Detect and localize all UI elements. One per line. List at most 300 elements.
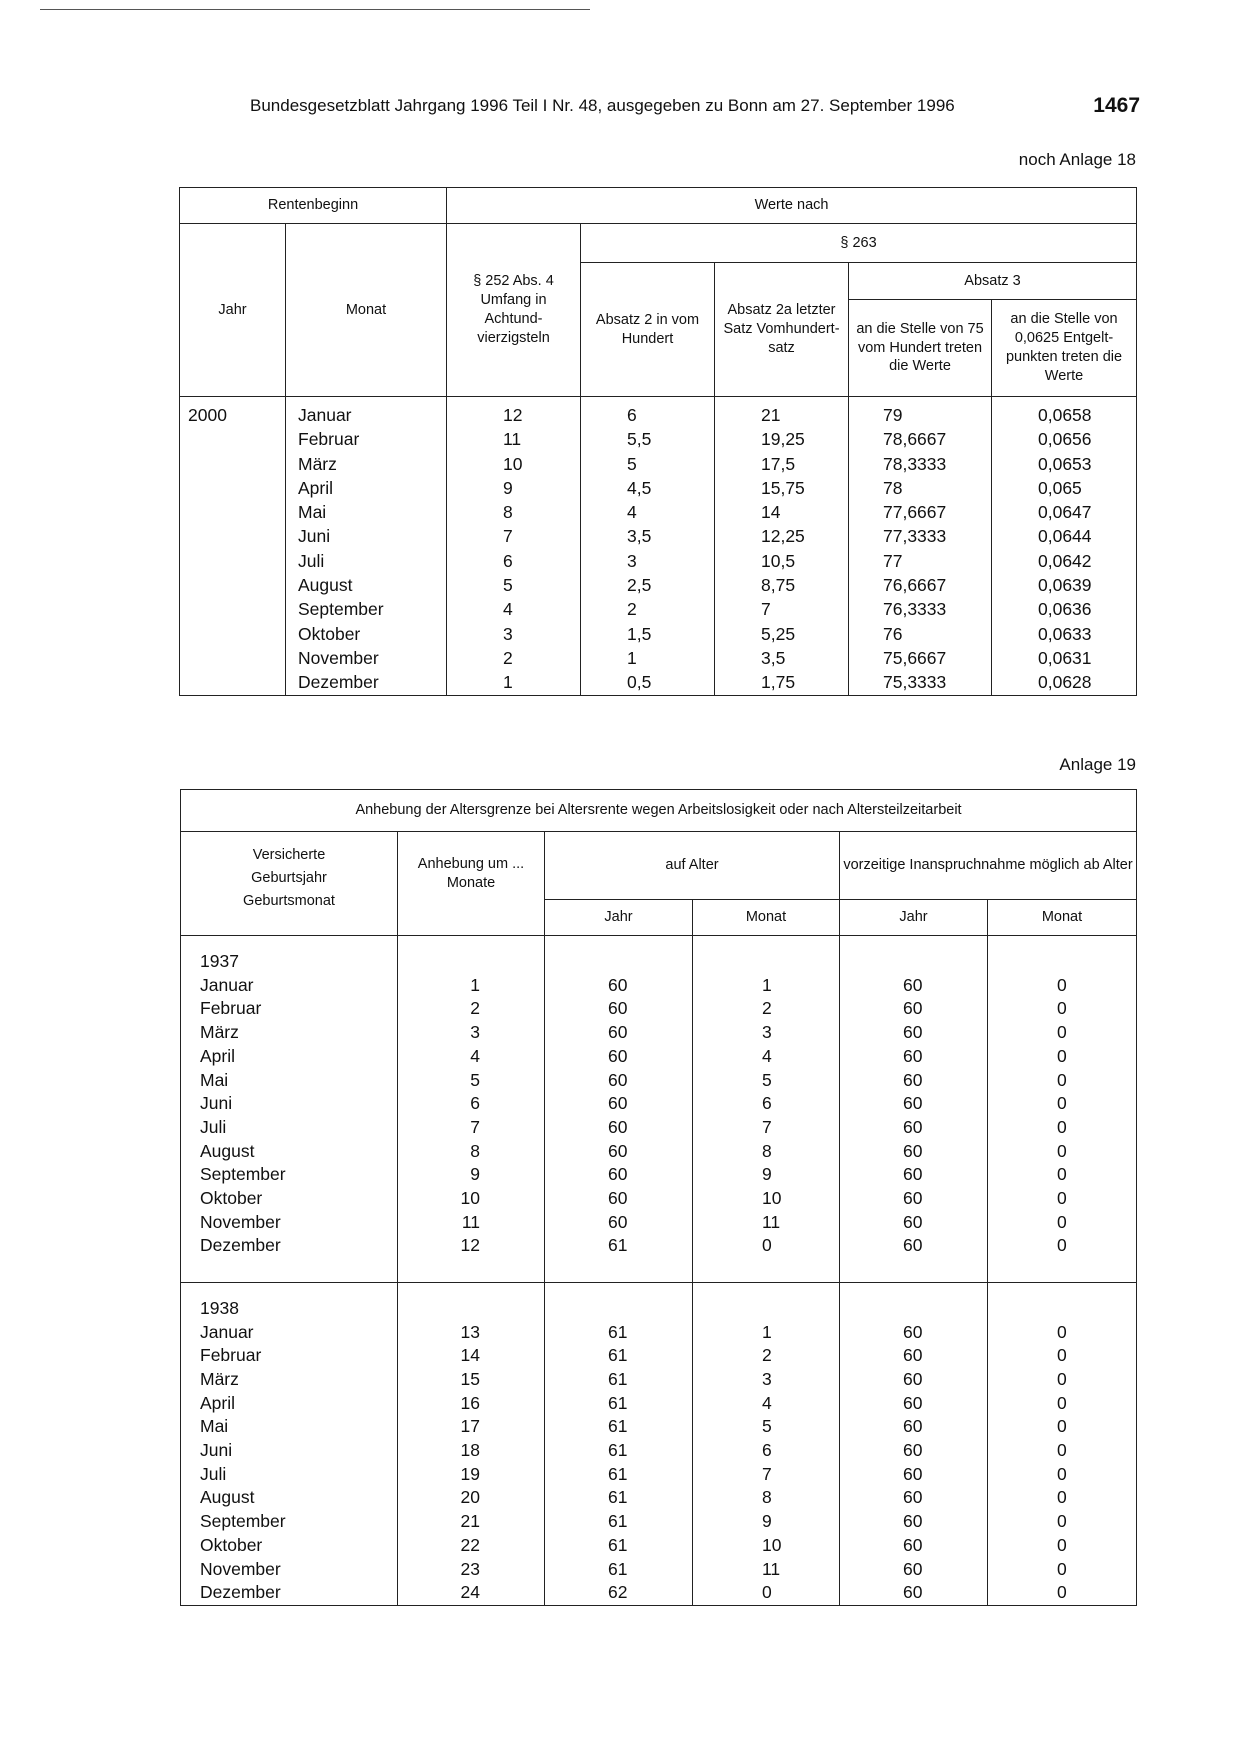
vorzeitig-monat-cell: 0 — [988, 1510, 1137, 1534]
alter-jahr-cell: 61 — [545, 1368, 693, 1392]
p252-cell: 1 — [447, 670, 581, 695]
year-cell — [180, 622, 286, 646]
absatz2a-cell: 12,25 — [715, 524, 849, 548]
birth-month-cell: Juli — [181, 1463, 398, 1487]
anhebung-cell: 7 — [398, 1116, 545, 1140]
year-cell — [180, 476, 286, 500]
vorzeitig-monat-cell: 0 — [988, 1211, 1137, 1235]
table-row — [180, 622, 1137, 646]
absatz3a-cell: 76 — [849, 622, 992, 646]
table-row — [181, 1486, 1137, 1510]
absatz2a-cell: 3,5 — [715, 646, 849, 670]
anhebung-cell: 15 — [398, 1368, 545, 1392]
absatz2a-cell: 1,75 — [715, 670, 849, 695]
p252-cell: 4 — [447, 597, 581, 621]
empty-cell — [398, 1282, 545, 1320]
p252-cell: 6 — [447, 549, 581, 573]
absatz2a-cell: 14 — [715, 500, 849, 524]
year-cell — [180, 549, 286, 573]
alter-monat-cell: 1 — [693, 974, 840, 998]
table-row — [180, 500, 1137, 524]
year-cell — [180, 427, 286, 451]
vorzeitig-jahr-cell: 60 — [840, 1439, 988, 1463]
alter-jahr-cell: 61 — [545, 1321, 693, 1345]
anhebung-cell: 11 — [398, 1211, 545, 1235]
empty-cell — [545, 936, 693, 974]
year-cell: 2000 — [180, 397, 286, 428]
absatz3b-cell: 0,0639 — [992, 573, 1137, 597]
top-rule — [40, 9, 590, 10]
vorzeitig-monat-cell: 0 — [988, 1368, 1137, 1392]
absatz2-cell: 2,5 — [581, 573, 715, 597]
anhebung-cell: 12 — [398, 1234, 545, 1258]
rentenbeginn-header: Rentenbeginn — [180, 188, 447, 224]
birth-year-cell: 1938 — [181, 1282, 398, 1320]
alter-monat-cell: 3 — [693, 1368, 840, 1392]
year-cell — [180, 573, 286, 597]
alter-monat-cell: 0 — [693, 1234, 840, 1258]
absatz3b-cell: 0,065 — [992, 476, 1137, 500]
vorzeitig-monat-cell: 0 — [988, 1344, 1137, 1368]
vorzeitig-monat-cell: 0 — [988, 1321, 1137, 1345]
alter-monat-cell: 3 — [693, 1021, 840, 1045]
alter-monat-cell: 10 — [693, 1187, 840, 1211]
absatz3a-cell: 75,3333 — [849, 670, 992, 695]
table-row — [181, 1534, 1137, 1558]
absatz3b-cell: 0,0631 — [992, 646, 1137, 670]
alter-jahr-cell: 61 — [545, 1510, 693, 1534]
birth-month-cell: Januar — [181, 974, 398, 998]
month-cell: August — [286, 573, 447, 597]
anlage19-title: Anhebung der Altersgrenze bei Altersrente wegen Arbeitslosigkeit oder nach Altersteilzeitarbeit — [181, 790, 1137, 832]
vorzeitig-jahr-cell: 60 — [840, 1534, 988, 1558]
p252-cell: 3 — [447, 622, 581, 646]
alter-monat-cell: 0 — [693, 1581, 840, 1605]
table-row — [181, 1510, 1137, 1534]
month-cell: Juni — [286, 524, 447, 548]
anhebung-cell: 20 — [398, 1486, 545, 1510]
table-row — [181, 1116, 1137, 1140]
geburtsmonat-label: Geburtsmonat — [243, 893, 335, 910]
alter-jahr-cell: 61 — [545, 1463, 693, 1487]
absatz3b-cell: 0,0658 — [992, 397, 1137, 428]
alter-jahr-cell: 60 — [545, 1092, 693, 1116]
year-cell — [180, 670, 286, 695]
anhebung-cell: 5 — [398, 1069, 545, 1093]
table-row — [181, 1069, 1137, 1093]
alter-monat-cell: 9 — [693, 1163, 840, 1187]
empty-cell — [545, 1282, 693, 1320]
empty-cell — [988, 936, 1137, 974]
table-row — [181, 1368, 1137, 1392]
vorzeitig-jahr-cell: 60 — [840, 1092, 988, 1116]
birth-month-cell: November — [181, 1558, 398, 1582]
empty-cell — [693, 1282, 840, 1320]
vorzeitig-monat-cell: 0 — [988, 1415, 1137, 1439]
absatz2-cell: 1,5 — [581, 622, 715, 646]
vorzeitig-monat-cell: 0 — [988, 1163, 1137, 1187]
anhebung-cell: 14 — [398, 1344, 545, 1368]
absatz2-cell: 5,5 — [581, 427, 715, 451]
absatz2-cell: 3,5 — [581, 524, 715, 548]
vorzeitig-monat-cell: 0 — [988, 1045, 1137, 1069]
absatz3b-cell: 0,0642 — [992, 549, 1137, 573]
table-row — [181, 1463, 1137, 1487]
birth-month-cell: Oktober — [181, 1187, 398, 1211]
anhebung-cell: 17 — [398, 1415, 545, 1439]
absatz3a-cell: 77,6667 — [849, 500, 992, 524]
year-row — [181, 1282, 1137, 1320]
table-row — [180, 427, 1137, 451]
month-cell: Februar — [286, 427, 447, 451]
empty-cell — [398, 1258, 545, 1282]
vorzeitig-header: vorzeitige Inanspruchnahme möglich ab Alter — [840, 832, 1137, 900]
table-row — [181, 1415, 1137, 1439]
alter-jahr-cell: 61 — [545, 1415, 693, 1439]
table-row — [180, 476, 1137, 500]
empty-cell — [988, 1258, 1137, 1282]
alter-monat-cell: 11 — [693, 1211, 840, 1235]
vorzeitig-monat-cell: 0 — [988, 1392, 1137, 1416]
absatz2-cell: 4 — [581, 500, 715, 524]
absatz3a-cell: 77 — [849, 549, 992, 573]
birth-month-cell: April — [181, 1045, 398, 1069]
vorzeitig-monat-cell: 0 — [988, 1439, 1137, 1463]
table-row — [180, 597, 1137, 621]
table-row — [180, 573, 1137, 597]
alter-monat-cell: 4 — [693, 1045, 840, 1069]
auf-alter-monat-header: Monat — [693, 900, 840, 936]
birth-month-cell: Oktober — [181, 1534, 398, 1558]
absatz3b-header: an die Stelle von 0,0625 Entgelt-punkten treten die Werte — [992, 300, 1137, 397]
absatz2a-cell: 10,5 — [715, 549, 849, 573]
alter-monat-cell: 6 — [693, 1439, 840, 1463]
alter-jahr-cell: 61 — [545, 1558, 693, 1582]
vorzeitig-monat-cell: 0 — [988, 1234, 1137, 1258]
versicherte-label: Versicherte — [252, 847, 326, 863]
absatz2-cell: 3 — [581, 549, 715, 573]
table-row — [181, 1234, 1137, 1258]
absatz2a-cell: 19,25 — [715, 427, 849, 451]
birth-month-cell: Juni — [181, 1092, 398, 1116]
alter-monat-cell: 8 — [693, 1140, 840, 1164]
birth-month-cell: Dezember — [181, 1234, 398, 1258]
anlage19-label: Anlage 19 — [1059, 755, 1136, 774]
anhebung-header: Anhebung um ... Monate — [398, 832, 545, 936]
absatz3a-cell: 78,3333 — [849, 452, 992, 476]
alter-monat-cell: 7 — [693, 1116, 840, 1140]
vorzeitig-monat-cell: 0 — [988, 1140, 1137, 1164]
table-row — [181, 1439, 1137, 1463]
birth-month-cell: Februar — [181, 997, 398, 1021]
month-cell: Januar — [286, 397, 447, 428]
month-cell: September — [286, 597, 447, 621]
absatz3a-cell: 75,6667 — [849, 646, 992, 670]
table-row — [181, 1163, 1137, 1187]
birth-month-cell: August — [181, 1486, 398, 1510]
vorzeitig-jahr-cell: 60 — [840, 997, 988, 1021]
absatz2-cell: 1 — [581, 646, 715, 670]
alter-jahr-cell: 60 — [545, 1116, 693, 1140]
absatz3b-cell: 0,0628 — [992, 670, 1137, 695]
anlage19-table — [180, 789, 1137, 1606]
birth-year-cell: 1937 — [181, 936, 398, 974]
birth-month-cell: Dezember — [181, 1581, 398, 1605]
vorzeitig-jahr-cell: 60 — [840, 1581, 988, 1605]
vorzeitig-jahr-header: Jahr — [840, 900, 988, 936]
page-number: 1467 — [1093, 94, 1140, 117]
year-cell — [180, 646, 286, 670]
anhebung-cell: 9 — [398, 1163, 545, 1187]
vorzeitig-jahr-cell: 60 — [840, 1211, 988, 1235]
alter-monat-cell: 6 — [693, 1092, 840, 1116]
absatz2-cell: 6 — [581, 397, 715, 428]
geburtsjahr-label: Geburtsjahr — [251, 870, 327, 887]
absatz2-cell: 4,5 — [581, 476, 715, 500]
alter-monat-cell: 1 — [693, 1321, 840, 1345]
anhebung-cell: 8 — [398, 1140, 545, 1164]
vorzeitig-jahr-cell: 60 — [840, 1163, 988, 1187]
alter-jahr-cell: 62 — [545, 1581, 693, 1605]
empty-cell — [840, 1282, 988, 1320]
vorzeitig-jahr-cell: 60 — [840, 1045, 988, 1069]
absatz3b-cell: 0,0656 — [992, 427, 1137, 451]
birth-month-cell: November — [181, 1211, 398, 1235]
year-cell — [180, 500, 286, 524]
table-row — [181, 1092, 1137, 1116]
p252-cell: 2 — [447, 646, 581, 670]
empty-cell — [181, 1258, 398, 1282]
alter-monat-cell: 2 — [693, 1344, 840, 1368]
table-row — [181, 1581, 1137, 1605]
vorzeitig-jahr-cell: 60 — [840, 1463, 988, 1487]
vorzeitig-monat-cell: 0 — [988, 1558, 1137, 1582]
anhebung-cell: 2 — [398, 997, 545, 1021]
table-row — [181, 1021, 1137, 1045]
anhebung-cell: 19 — [398, 1463, 545, 1487]
year-row — [181, 936, 1137, 974]
vorzeitig-jahr-cell: 60 — [840, 1510, 988, 1534]
month-cell: November — [286, 646, 447, 670]
table-row — [181, 1344, 1137, 1368]
vorzeitig-jahr-cell: 60 — [840, 1368, 988, 1392]
versicherte-header — [181, 832, 398, 936]
anlage18-table — [179, 187, 1137, 696]
birth-month-cell: September — [181, 1510, 398, 1534]
vorzeitig-jahr-cell: 60 — [840, 1069, 988, 1093]
month-cell: Mai — [286, 500, 447, 524]
alter-jahr-cell: 60 — [545, 997, 693, 1021]
alter-jahr-cell: 60 — [545, 1069, 693, 1093]
absatz2-header: Absatz 2 in vom Hundert — [581, 263, 715, 397]
absatz3a-header: an die Stelle von 75 vom Hundert treten die Werte — [849, 300, 992, 397]
absatz3a-cell: 78 — [849, 476, 992, 500]
empty-cell — [693, 1258, 840, 1282]
empty-cell — [398, 936, 545, 974]
vorzeitig-monat-cell: 0 — [988, 1187, 1137, 1211]
alter-jahr-cell: 61 — [545, 1344, 693, 1368]
table-row — [180, 524, 1137, 548]
absatz2-cell: 0,5 — [581, 670, 715, 695]
vorzeitig-jahr-cell: 60 — [840, 1021, 988, 1045]
month-cell: Oktober — [286, 622, 447, 646]
alter-monat-cell: 9 — [693, 1510, 840, 1534]
absatz3a-cell: 76,3333 — [849, 597, 992, 621]
anlage18-label: noch Anlage 18 — [1018, 150, 1136, 169]
p252-cell: 9 — [447, 476, 581, 500]
empty-cell — [545, 1258, 693, 1282]
anhebung-cell: 23 — [398, 1558, 545, 1582]
vorzeitig-monat-cell: 0 — [988, 997, 1137, 1021]
anhebung-cell: 13 — [398, 1321, 545, 1345]
p252-cell: 10 — [447, 452, 581, 476]
alter-monat-cell: 11 — [693, 1558, 840, 1582]
monat-header: Monat — [286, 224, 447, 397]
year-cell — [180, 524, 286, 548]
absatz3b-cell: 0,0647 — [992, 500, 1137, 524]
vorzeitig-monat-header: Monat — [988, 900, 1137, 936]
alter-jahr-cell: 61 — [545, 1234, 693, 1258]
alter-jahr-cell: 60 — [545, 1211, 693, 1235]
vorzeitig-jahr-cell: 60 — [840, 974, 988, 998]
anhebung-cell: 18 — [398, 1439, 545, 1463]
table-row — [181, 1045, 1137, 1069]
anhebung-cell: 6 — [398, 1092, 545, 1116]
anhebung-cell: 24 — [398, 1581, 545, 1605]
vorzeitig-monat-cell: 0 — [988, 1581, 1137, 1605]
month-cell: März — [286, 452, 447, 476]
p252-cell: 7 — [447, 524, 581, 548]
empty-cell — [840, 1258, 988, 1282]
alter-monat-cell: 2 — [693, 997, 840, 1021]
alter-monat-cell: 4 — [693, 1392, 840, 1416]
alter-jahr-cell: 61 — [545, 1534, 693, 1558]
p252-cell: 8 — [447, 500, 581, 524]
alter-jahr-cell: 61 — [545, 1439, 693, 1463]
table-row — [181, 1187, 1137, 1211]
auf-alter-jahr-header: Jahr — [545, 900, 693, 936]
vorzeitig-jahr-cell: 60 — [840, 1558, 988, 1582]
absatz2a-cell: 7 — [715, 597, 849, 621]
table-row — [181, 997, 1137, 1021]
anhebung-cell: 1 — [398, 974, 545, 998]
p252-cell: 11 — [447, 427, 581, 451]
birth-month-cell: Mai — [181, 1069, 398, 1093]
alter-monat-cell: 10 — [693, 1534, 840, 1558]
vorzeitig-jahr-cell: 60 — [840, 1187, 988, 1211]
vorzeitig-monat-cell: 0 — [988, 974, 1137, 998]
alter-monat-cell: 7 — [693, 1463, 840, 1487]
vorzeitig-monat-cell: 0 — [988, 1116, 1137, 1140]
absatz3-header: Absatz 3 — [849, 263, 1137, 300]
absatz3b-cell: 0,0633 — [992, 622, 1137, 646]
vorzeitig-jahr-cell: 60 — [840, 1140, 988, 1164]
birth-month-cell: September — [181, 1163, 398, 1187]
year-cell — [180, 452, 286, 476]
alter-jahr-cell: 60 — [545, 974, 693, 998]
p252-cell: 5 — [447, 573, 581, 597]
p263-header: § 263 — [581, 224, 1137, 263]
year-cell — [180, 597, 286, 621]
absatz2a-cell: 8,75 — [715, 573, 849, 597]
vorzeitig-monat-cell: 0 — [988, 1021, 1137, 1045]
p252-header: § 252 Abs. 4 Umfang in Achtund-vierzigsteln — [447, 224, 581, 397]
alter-monat-cell: 5 — [693, 1069, 840, 1093]
page-header — [250, 94, 1140, 122]
table-row — [180, 549, 1137, 573]
vorzeitig-monat-cell: 0 — [988, 1069, 1137, 1093]
table-row — [181, 974, 1137, 998]
vorzeitig-jahr-cell: 60 — [840, 1486, 988, 1510]
absatz2a-header: Absatz 2a letzter Satz Vomhundert-satz — [715, 263, 849, 397]
table-row — [180, 452, 1137, 476]
table-row — [180, 397, 1137, 428]
birth-month-cell: Juni — [181, 1439, 398, 1463]
birth-month-cell: April — [181, 1392, 398, 1416]
alter-jahr-cell: 60 — [545, 1021, 693, 1045]
vorzeitig-jahr-cell: 60 — [840, 1321, 988, 1345]
absatz2a-cell: 21 — [715, 397, 849, 428]
p252-cell: 12 — [447, 397, 581, 428]
absatz2a-cell: 5,25 — [715, 622, 849, 646]
anhebung-cell: 4 — [398, 1045, 545, 1069]
alter-monat-cell: 5 — [693, 1415, 840, 1439]
table-row — [181, 1321, 1137, 1345]
table-row — [181, 1211, 1137, 1235]
empty-cell — [840, 936, 988, 974]
auf-alter-header: auf Alter — [545, 832, 840, 900]
empty-cell — [693, 936, 840, 974]
vorzeitig-jahr-cell: 60 — [840, 1415, 988, 1439]
spacer-row — [181, 1258, 1137, 1282]
birth-month-cell: März — [181, 1368, 398, 1392]
vorzeitig-monat-cell: 0 — [988, 1463, 1137, 1487]
table-row — [180, 646, 1137, 670]
anhebung-cell: 16 — [398, 1392, 545, 1416]
birth-month-cell: März — [181, 1021, 398, 1045]
absatz2a-cell: 17,5 — [715, 452, 849, 476]
absatz2-cell: 5 — [581, 452, 715, 476]
month-cell: Juli — [286, 549, 447, 573]
absatz2a-cell: 15,75 — [715, 476, 849, 500]
alter-jahr-cell: 60 — [545, 1045, 693, 1069]
alter-jahr-cell: 61 — [545, 1392, 693, 1416]
absatz2-cell: 2 — [581, 597, 715, 621]
jahr-header: Jahr — [180, 224, 286, 397]
absatz3a-cell: 79 — [849, 397, 992, 428]
vorzeitig-monat-cell: 0 — [988, 1092, 1137, 1116]
empty-cell — [988, 1282, 1137, 1320]
absatz3b-cell: 0,0653 — [992, 452, 1137, 476]
vorzeitig-jahr-cell: 60 — [840, 1392, 988, 1416]
table-row — [180, 670, 1137, 695]
alter-jahr-cell: 60 — [545, 1163, 693, 1187]
birth-month-cell: Mai — [181, 1415, 398, 1439]
vorzeitig-monat-cell: 0 — [988, 1534, 1137, 1558]
alter-monat-cell: 8 — [693, 1486, 840, 1510]
header-text: Bundesgesetzblatt Jahrgang 1996 Teil I Nr. 48, ausgegeben zu Bonn am 27. September 1996 — [250, 96, 955, 115]
table-row — [181, 1140, 1137, 1164]
month-cell: Dezember — [286, 670, 447, 695]
birth-month-cell: Juli — [181, 1116, 398, 1140]
absatz3a-cell: 76,6667 — [849, 573, 992, 597]
alter-jahr-cell: 60 — [545, 1187, 693, 1211]
anhebung-cell: 22 — [398, 1534, 545, 1558]
vorzeitig-jahr-cell: 60 — [840, 1234, 988, 1258]
alter-jahr-cell: 61 — [545, 1486, 693, 1510]
vorzeitig-jahr-cell: 60 — [840, 1344, 988, 1368]
anhebung-cell: 21 — [398, 1510, 545, 1534]
